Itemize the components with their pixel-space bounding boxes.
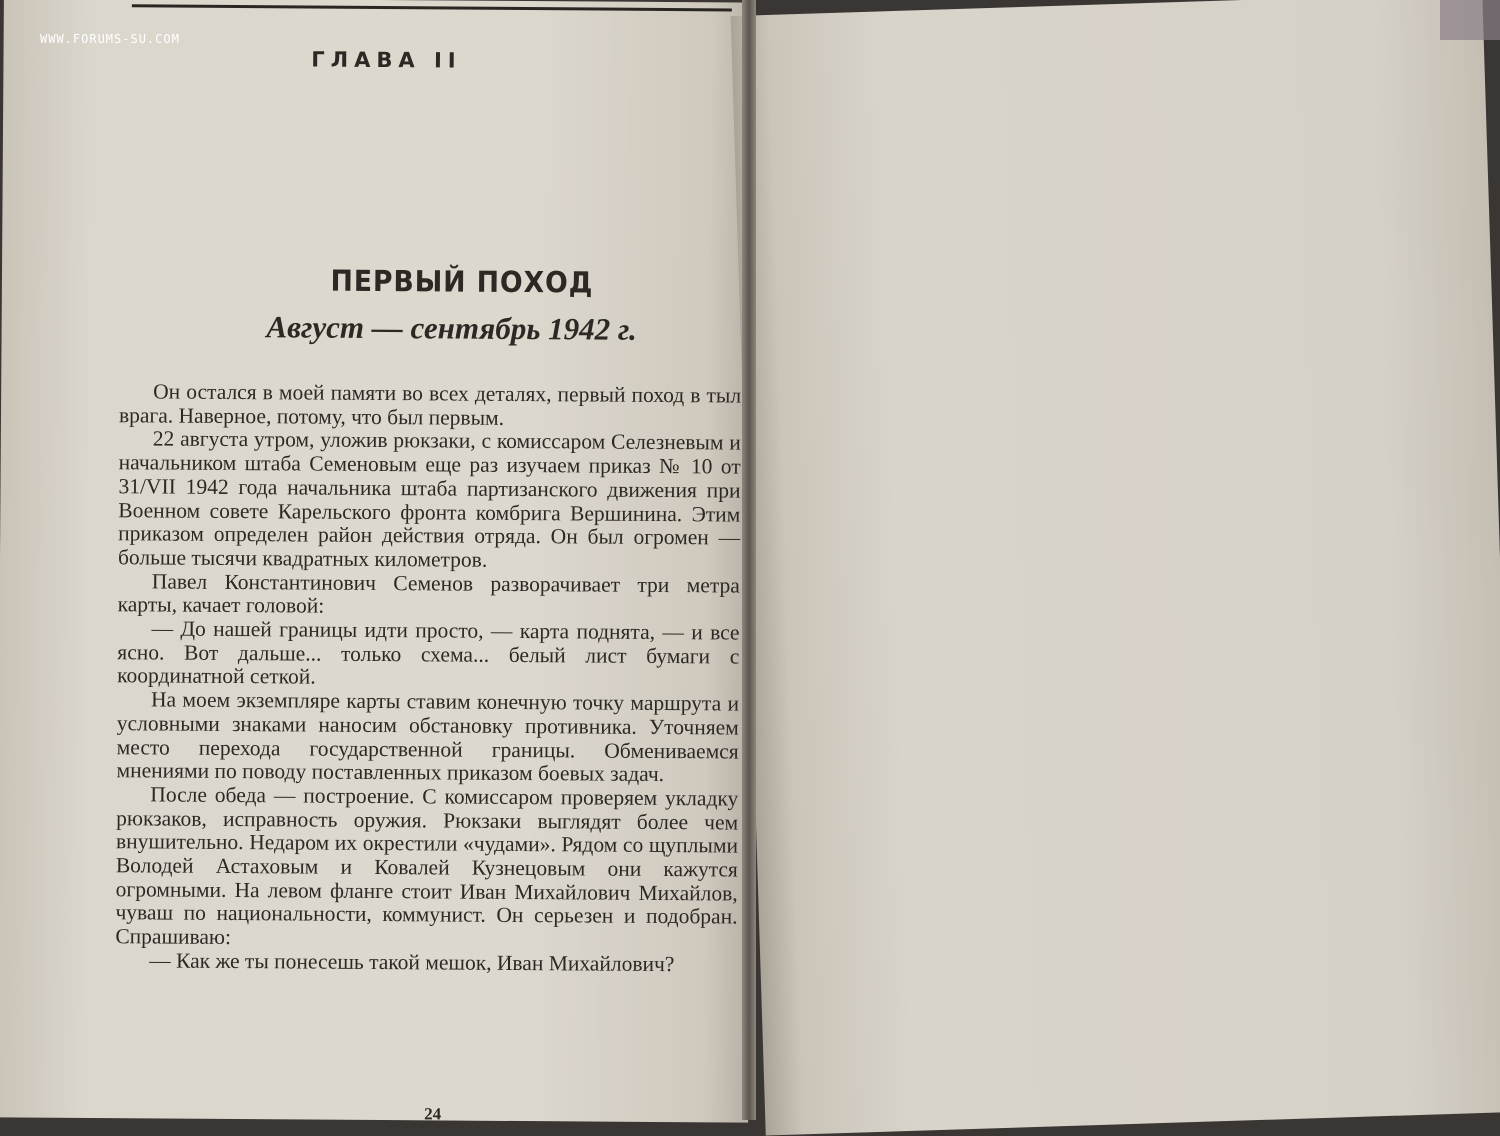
- paragraph: — Как же ты понесешь такой мешок, Иван Михайлович?: [149, 948, 675, 976]
- left-page: [0, 0, 756, 1123]
- book-spine: [742, 0, 756, 1120]
- paragraph: Павел Константинович Семенов разворачивает три метра карты, качает головой:: [117, 569, 740, 618]
- page-number: 24: [424, 1104, 442, 1124]
- section-title: ПЕРВЫЙ ПОХОД: [330, 263, 594, 300]
- paragraph: 22 августа утром, уложив рюкзаки, с комиссаром Селезневым и начальником штаба Семеновым еще раз изучаем приказ № 10 от 31/VII 1942 года начальника штаба партизанского движения при Военном совете Карельского фронта комбрига Вершинина. Этим приказом определен район действия отряда. Он был огромен — больше тысячи квадратных километров.: [117, 426, 741, 572]
- paragraph: На моем экземпляре карты ставим конечную точку маршрута и условными знаками наносим обстановку противника. Уточняем место перехода государственной границы. Обмениваемся мнениями по поводу поставленных приказом боевых задач.: [116, 687, 740, 787]
- paragraph: После обеда — построение. С комиссаром проверяем укладку рюкзаков, исправность оружия. Рюкзаки выглядят более чем внушительно. Недаром их окрестили «чудами». Рядом со щуплыми Володей Астаховым и Ковалей Кузнецовым они кажутся огромными. На левом фланге стоит Иван Михайлович Михайлов, чуваш по национальности, коммунист. Он серьезен и подобран. Спрашиваю:: [115, 782, 739, 950]
- section-subtitle: Август — сентябрь 1942 г.: [266, 309, 637, 347]
- chapter-rule: [132, 4, 732, 11]
- left-body-text: [115, 380, 741, 977]
- paragraph: — До нашей границы идти просто, — карта поднята, — и все ясно. Вот дальше... только схема... белый лист бумаги с координатной сеткой.: [117, 616, 740, 690]
- right-page: [731, 0, 1500, 1136]
- chapter-heading: ГЛАВА II: [311, 47, 462, 73]
- watermark: WWW.FORUMS-SU.COM: [40, 32, 180, 46]
- paragraph: Он остался в моей памяти во всех деталях, первый поход в тыл врага. Наверное, потому, что был первым.: [118, 379, 742, 430]
- background-fabric: [1440, 0, 1500, 40]
